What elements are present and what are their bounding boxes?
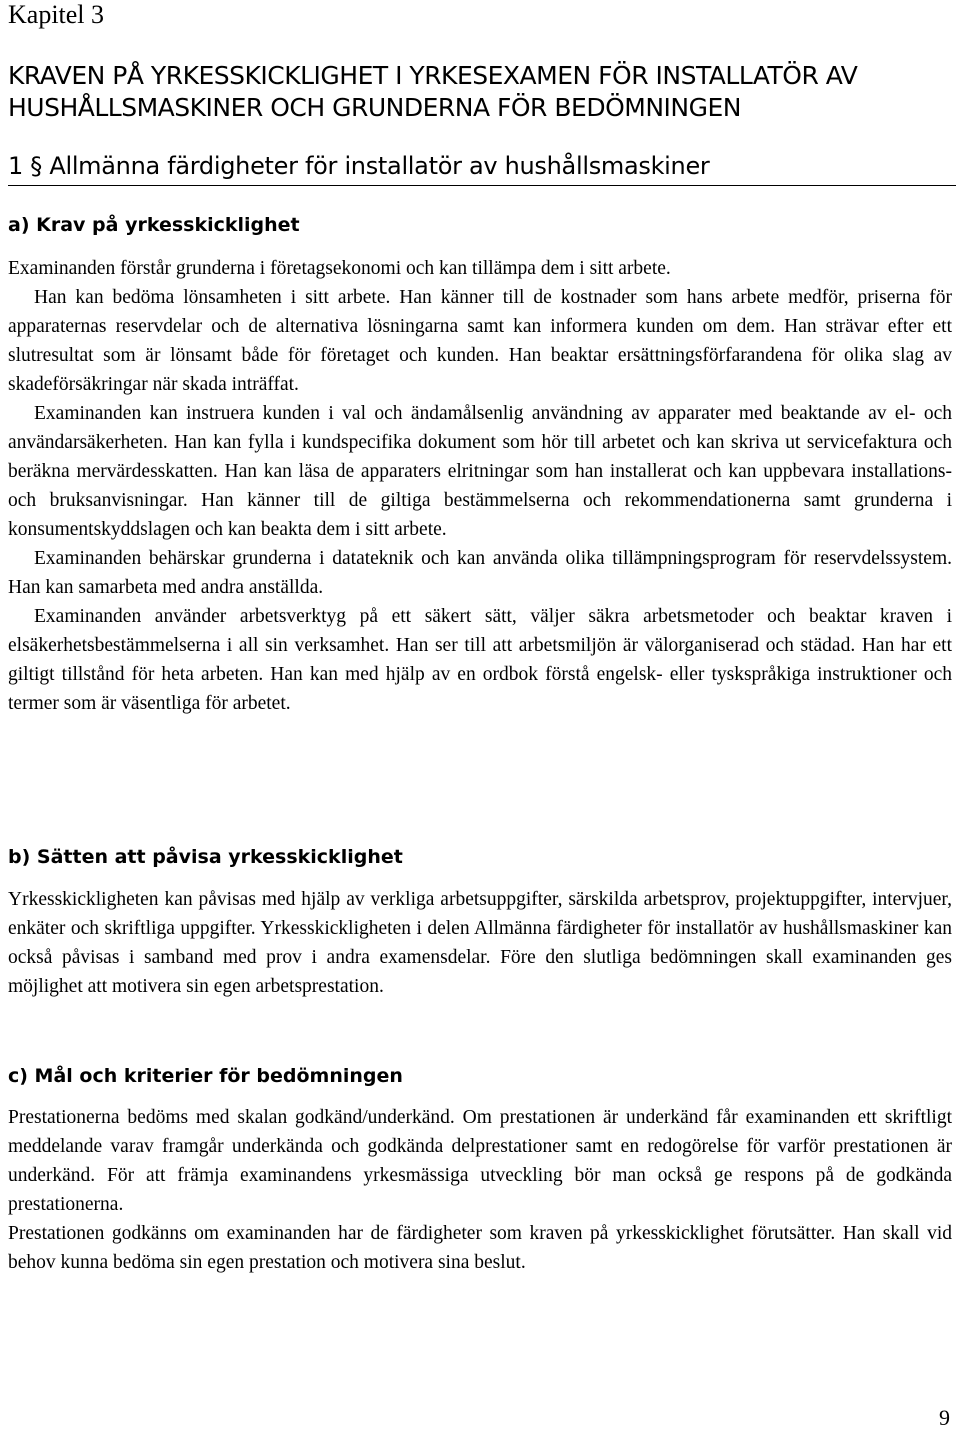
main-title: KRAVEN PÅ YRKESSKICKLIGHET I YRKESEXAMEN FÖR INSTALLATÖR AV HUSHÅLLSMASKINER OCH GRUNDERNA FÖR BEDÖMNINGEN <box>8 61 858 122</box>
section-title: 1 § Allmänna färdigheter för installatör av hushållsmaskiner <box>8 150 956 186</box>
paragraph-c-2: Prestationen godkänns om examinanden har de färdigheter som kraven på yrkesskicklighet förutsätter. Han skall vid behov kunna bedöma sin egen prestation och motivera sina beslut. <box>8 1223 952 1273</box>
paragraph-b-1: Yrkesskickligheten kan påvisas med hjälp av verkliga arbetsuppgifter, särskilda arbetsprov, projektuppgifter, intervjuer, enkäter och skriftliga uppgifter. Yrkesskickligheten i delen Allmänna färdigheter för installatör av hushållsmaskiner kan också påvisas i samband med prov i andra examensdelar. Före den slutliga bedömningen skall examinanden ges möjlighet att motivera sin egen arbetsprestation. <box>8 889 952 997</box>
paragraph-c-1: Prestationerna bedöms med skalan godkänd/underkänd. Om prestationen är underkänd får examinanden ett skriftligt meddelande varav framgår underkända och godkända delprestationer samt en redogörelse för varför prestationen är underkänd. För att främja examinandens yrkesmässiga utveckling bör man också ge respons på de godkända prestationerna. <box>8 1107 952 1215</box>
paragraph-a-5: Examinanden använder arbetsverktyg på ett säkert sätt, väljer säkra arbetsmetoder och beaktar kraven i elsäkerhetsbestämmelserna i all sin verksamhet. Han ser till att arbetsmiljön är välorganiserad och städad. Han har ett giltigt tillstånd för heta arbeten. Han kan med hjälp av en ordbok förstå engelsk- eller tyskspråkiga instruktioner och termer som är väsentliga för arbetet. <box>8 606 952 714</box>
heading-mal-och-kriterier: c) Mål och kriterier för bedömningen <box>8 1065 403 1087</box>
paragraph-a-4: Examinanden behärskar grunderna i datateknik och kan använda olika tillämpningsprogram för reservdelssystem. Han kan samarbeta med andra anställda. <box>8 548 952 598</box>
heading-krav-pa-yrkesskicklighet: a) Krav på yrkesskicklighet <box>8 214 300 236</box>
heading-satten-att-pavisa: b) Sätten att påvisa yrkesskicklighet <box>8 846 403 868</box>
section-b-body <box>8 885 952 1001</box>
page-number: 9 <box>939 1405 950 1430</box>
section-a-body <box>8 254 952 718</box>
paragraph-a-3: Examinanden kan instruera kunden i val och ändamålsenlig användning av apparater med beaktande av el- och användarsäkerheten. Han kan fylla i kundspecifika dokument som hör till arbetet och kan skriva ut servicefaktura och beräkna mervärdesskatten. Han kan läsa de apparaters elritningar som han installerat och kan uppbevara installations- och bruksanvisningar. Han känner till de giltiga bestämmelserna och rekommendationerna samt grunderna i konsumentskyddslagen och kan beakta dem i sitt arbete. <box>8 403 952 540</box>
section-c-body <box>8 1103 952 1277</box>
paragraph-a-2: Han kan bedöma lönsamheten i sitt arbete. Han känner till de kostnader som hans arbete medför, priserna för apparaternas reservdelar och de alternativa lösningarna samt kan informera kunden om dem. Han strävar efter ett slutresultat som är lönsamt både för företaget och kunden. Han beaktar ersättningsförfarandena för olika slag av skadeförsäkringar när skada inträffat. <box>8 287 952 395</box>
paragraph-a-1: Examinanden förstår grunderna i företagsekonomi och kan tillämpa dem i sitt arbete. <box>8 258 671 279</box>
chapter-label: Kapitel 3 <box>8 0 105 29</box>
